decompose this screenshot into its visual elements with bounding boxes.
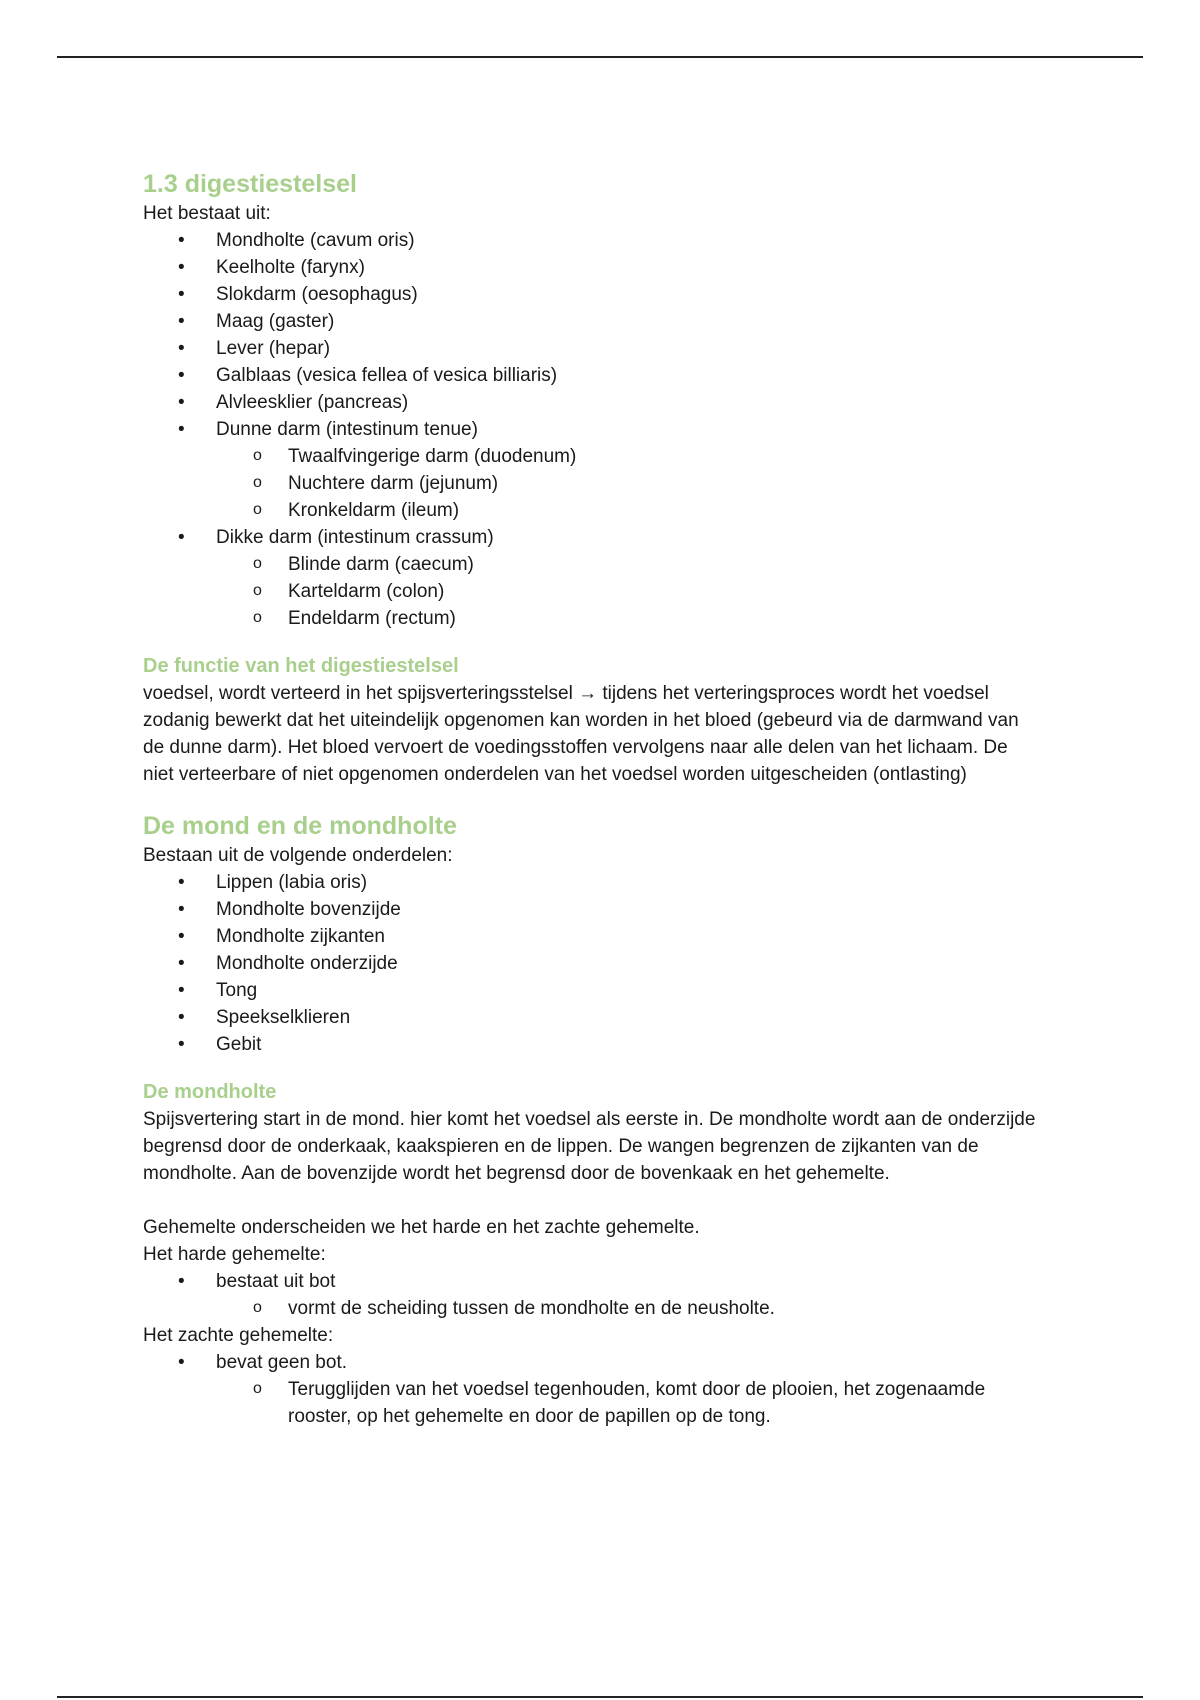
list-item: • bevat geen bot. <box>143 1349 1043 1376</box>
list-item: • Maag (gaster) <box>143 308 1043 335</box>
list-item: • Mondholte bovenzijde <box>143 896 1043 923</box>
onderdelen-intro: Bestaan uit de volgende onderdelen: <box>143 845 453 866</box>
sub-list-item: o Blinde darm (caecum) <box>143 551 1043 578</box>
sub-list-item: o Nuchtere darm (jejunum) <box>143 470 1043 497</box>
list-item: • Dunne darm (intestinum tenue) <box>143 416 1043 443</box>
top-rule <box>57 56 1143 58</box>
list-item: • Tong <box>143 977 1043 1004</box>
sub-list-item: o Terugglijden van het voedsel tegenhouden, komt door de plooien, het zogenaamde rooster, op het gehemelte en door de papillen op de tong. <box>143 1376 1043 1430</box>
heading-mond-en-mondholte: De mond en de mondholte <box>143 812 457 840</box>
heading-digestiestelsel: 1.3 digestiestelsel <box>143 170 358 198</box>
sub-list-item: o vormt de scheiding tussen de mondholte en de neusholte. <box>143 1295 1043 1322</box>
list-item: • Galblaas (vesica fellea of vesica billiaris) <box>143 362 1043 389</box>
hard-gehemelte-label: Het harde gehemelte: <box>143 1244 326 1265</box>
sub-list-item: o Kronkeldarm (ileum) <box>143 497 1043 524</box>
gehemelte-intro: Gehemelte onderscheiden we het harde en het zachte gehemelte. <box>143 1217 700 1238</box>
list-item: • bestaat uit bot <box>143 1268 1043 1295</box>
hard-gehemelte-list <box>143 1268 1043 1322</box>
list-item: • Lever (hepar) <box>143 335 1043 362</box>
sub-list-item: o Karteldarm (colon) <box>143 578 1043 605</box>
intro-text: Het bestaat uit: <box>143 203 271 224</box>
sub-list-item: o Endeldarm (rectum) <box>143 605 1043 632</box>
heading-mondholte: De mondholte <box>143 1081 277 1103</box>
zacht-gehemelte-list <box>143 1349 1043 1430</box>
heading-functie: De functie van het digestiestelsel <box>143 655 459 677</box>
list-item: • Mondholte onderzijde <box>143 950 1043 977</box>
document-body <box>143 168 1043 1430</box>
zacht-gehemelte-label: Het zachte gehemelte: <box>143 1325 334 1346</box>
list-item: • Dikke darm (intestinum crassum) <box>143 524 1043 551</box>
list-item: • Mondholte zijkanten <box>143 923 1043 950</box>
mondholte-paragraph: Spijsvertering start in de mond. hier komt het voedsel als eerste in. De mondholte wordt aan de onderzijde begrensd door de onderkaak, kaakspieren en de lippen. De wangen begrenzen de zijkanten van de mondholte. Aan de bovenzijde wordt het begrensd door de bovenkaak en het gehemelte. <box>143 1109 1036 1184</box>
bottom-rule <box>57 1696 1143 1698</box>
functie-paragraph: voedsel, wordt verteerd in het spijsverteringsstelsel → tijdens het verteringsproces wordt het voedsel zodanig bewerkt dat het uiteindelijk opgenomen kan worden in het bloed (gebeurd via de darmwand van de dunne darm). Het bloed vervoert de voedingsstoffen vervolgens naar alle delen van het lichaam. De niet verteerbare of niet opgenomen onderdelen van het voedsel worden uitgescheiden (ontlasting) <box>143 683 1019 785</box>
list-item: • Speekselklieren <box>143 1004 1043 1031</box>
organ-list <box>143 227 1043 632</box>
list-item: • Mondholte (cavum oris) <box>143 227 1043 254</box>
list-item: • Gebit <box>143 1031 1043 1058</box>
list-item: • Alvleesklier (pancreas) <box>143 389 1043 416</box>
list-item: • Slokdarm (oesophagus) <box>143 281 1043 308</box>
list-item: • Keelholte (farynx) <box>143 254 1043 281</box>
list-item: • Lippen (labia oris) <box>143 869 1043 896</box>
onderdelen-list <box>143 869 1043 1058</box>
sub-list-item: o Twaalfvingerige darm (duodenum) <box>143 443 1043 470</box>
